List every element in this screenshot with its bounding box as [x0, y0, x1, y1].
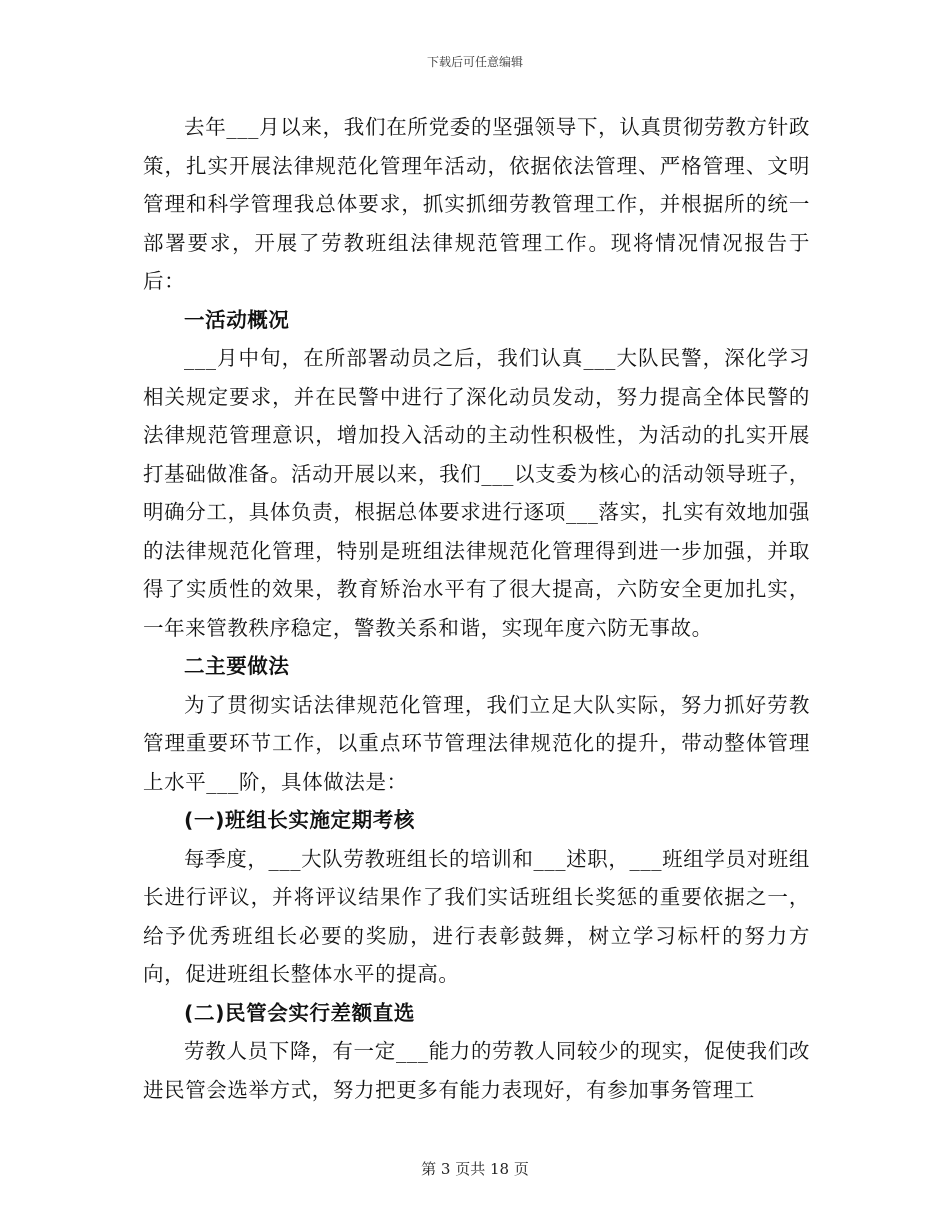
section-heading-overview: 一活动概况 — [184, 307, 290, 332]
intro-paragraph: 去年___月以来，我们在所党委的坚强领导下，认真贯彻劳教方针政策，扎实开展法律规范化管理年活动，依据依法管理、严格管理、文明管理和科学管理我总体要求，抓实抓细劳教管理工作，并根据所的统一部署要求，开展了劳教班组法律规范管理工作。现将情况情况报告于后： — [143, 115, 810, 293]
election-paragraph: 劳教人员下降，有一定___能力的劳教人同较少的现实，促使我们改进民管会选举方式，努力把更多有能力表现好，有参加事务管理工 — [143, 1039, 810, 1102]
methods-paragraph: 为了贯彻实话法律规范化管理，我们立足大队实际，努力抓好劳教管理重要环节工作，以重点环节管理法律规范化的提升，带动整体管理上水平___阶，具体做法是： — [143, 692, 810, 794]
subsection-heading-assessment: (一)班组长实施定期考核 — [184, 808, 415, 832]
page-footer: 第 3 页共 18 页 — [421, 1160, 529, 1178]
subsection-heading-election: (二)民管会实行差额直选 — [184, 1000, 415, 1025]
overview-paragraph: ___月中旬，在所部署动员之后，我们认真___大队民警，深化学习相关规定要求，并在民警中进行了深化动员发动，努力提高全体民警的法律规范管理意识，增加投入活动的主动性积极性，为活动的扎实开展打基础做准备。活动开展以来，我们___以支委为核心的活动领导班子，明确分工，具体负责，根据总体要求进行逐项___落实，扎实有效地加强的法律规范化管理，特别是班组法律规范化管理得到进一步加强，并取得了实质性的效果，教育矫治水平有了很大提高，六防安全更加扎实，一年来管教秩序稳定，警教关系和谐，实现年度六防无事故。 — [143, 346, 810, 640]
document-body — [143, 108, 810, 1109]
section-heading-methods: 二主要做法 — [184, 654, 290, 678]
assessment-paragraph: 每季度，___大队劳教班组长的培训和___述职，___班组学员对班组长进行评议，并将评议结果作了我们实话班组长奖惩的重要依据之一，给予优秀班组长必要的奖励，进行表彰鼓舞，树立学习标杆的努力方向，促进班组长整体水平的提高。 — [143, 846, 810, 986]
page-header: 下载后可任意编辑 — [426, 55, 523, 69]
